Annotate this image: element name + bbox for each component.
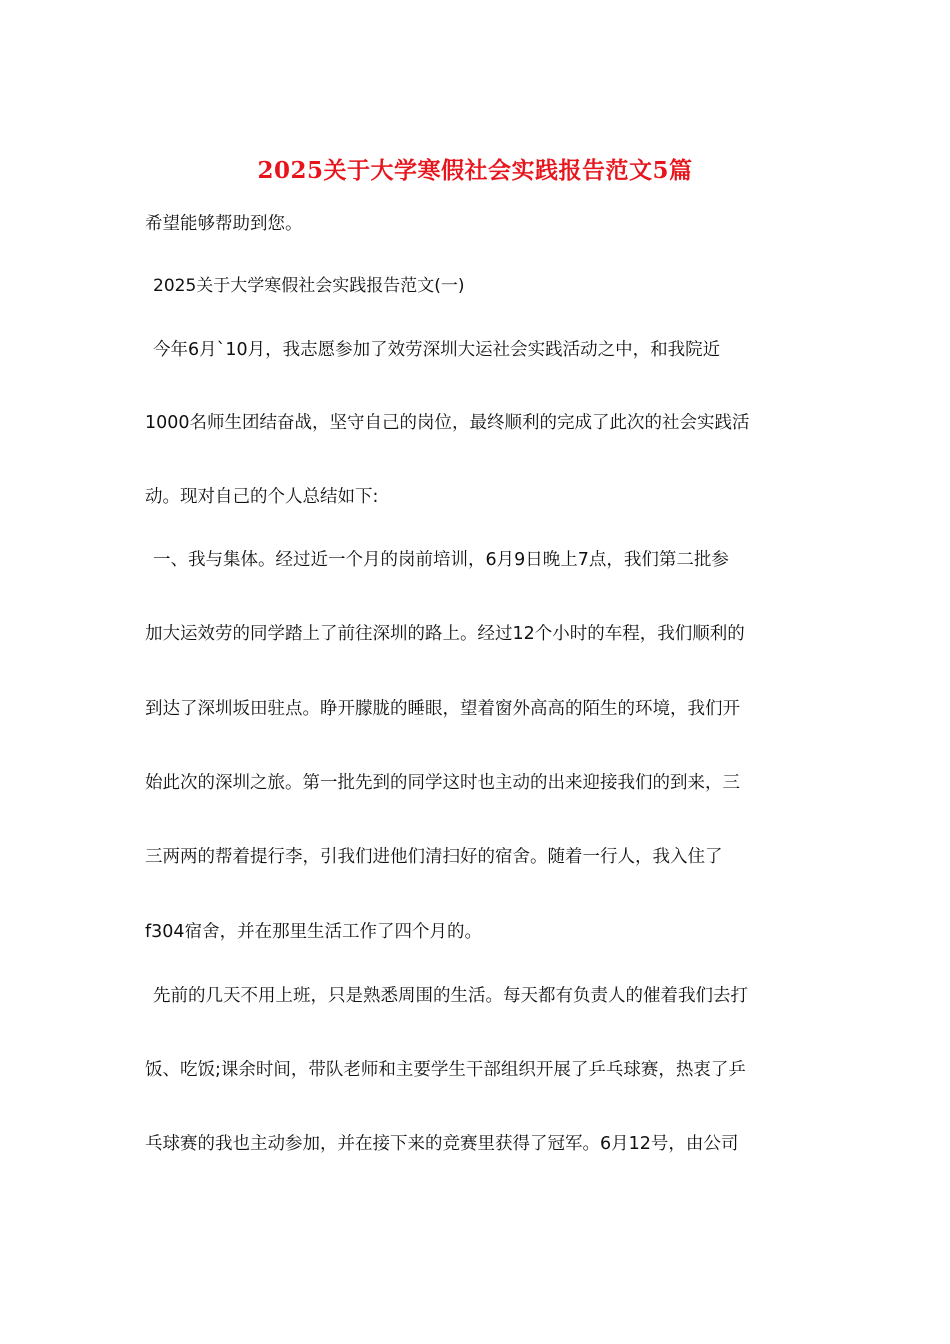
paragraph-line: 乓球赛的我也主动参加，并在接下来的竞赛里获得了冠军。6月12号，由公司 — [145, 1134, 739, 1154]
paragraph-line: f304宿舍，并在那里生活工作了四个月的。 — [145, 922, 483, 942]
paragraph-line: 一、我与集体。经过近一个月的岗前培训，6月9日晚上7点，我们第二批参 — [153, 550, 729, 570]
document-title: 2025关于大学寒假社会实践报告范文5篇 — [257, 157, 693, 184]
paragraph-line: 三两两的帮着提行李，引我们进他们清扫好的宿舍。随着一行人，我入住了 — [145, 847, 723, 867]
paragraph-line: 1000名师生团结奋战，坚守自己的岗位，最终顺利的完成了此次的社会实践活 — [145, 413, 750, 433]
paragraph-line: 饭、吃饭;课余时间，带队老师和主要学生干部组织开展了乒乓球赛，热衷了乒 — [145, 1060, 746, 1080]
paragraph-line: 始此次的深圳之旅。第一批先到的同学这时也主动的出来迎接我们的到来，三 — [145, 773, 740, 793]
paragraph-line: 加大运效劳的同学踏上了前往深圳的路上。经过12个小时的车程，我们顺利的 — [145, 624, 745, 644]
paragraph-line: 先前的几天不用上班，只是熟悉周围的生活。每天都有负责人的催着我们去打 — [153, 986, 748, 1006]
section-heading: 2025关于大学寒假社会实践报告范文(一) — [153, 276, 465, 296]
intro-text: 希望能够帮助到您。 — [145, 214, 303, 234]
paragraph-line: 动。现对自己的个人总结如下: — [145, 487, 379, 507]
paragraph-line: 到达了深圳坂田驻点。睁开朦胧的睡眼，望着窗外高高的陌生的环境，我们开 — [145, 699, 740, 719]
paragraph-line: 今年6月`10月，我志愿参加了效劳深圳大运社会实践活动之中，和我院近 — [153, 340, 721, 360]
